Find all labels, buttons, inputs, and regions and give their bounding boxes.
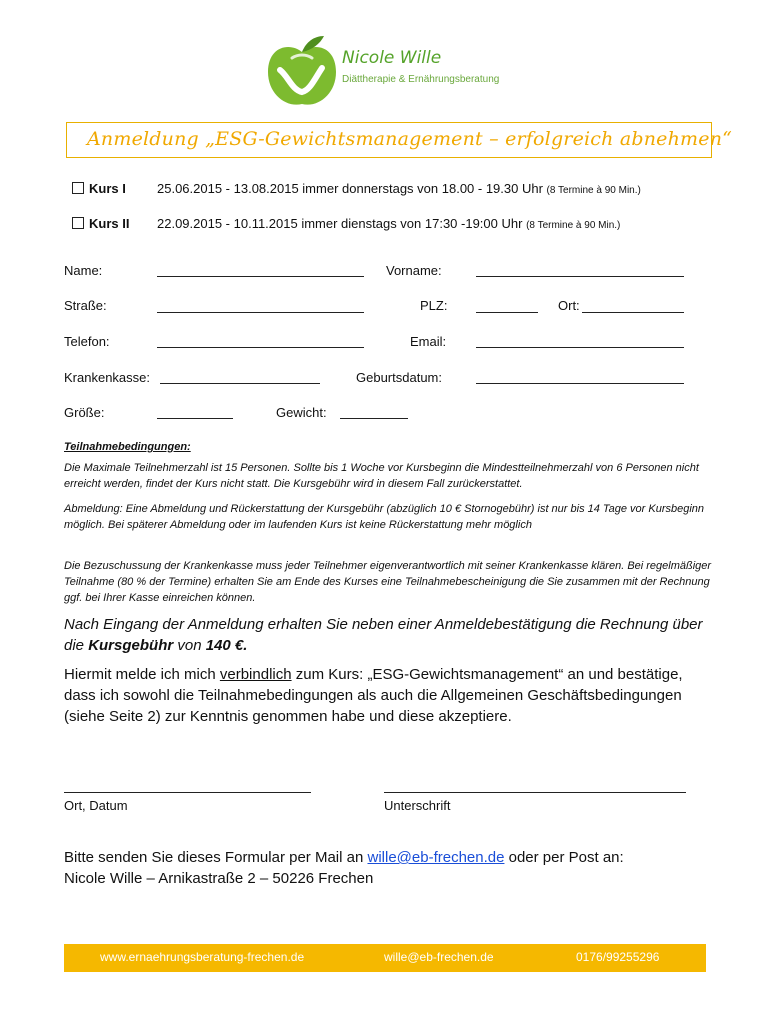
krankenkasse-label: Krankenkasse: [64,370,150,385]
strasse-field[interactable] [157,312,364,313]
postal-address: Nicole Wille – Arnikastraße 2 – 50226 Frechen [64,870,374,887]
invoice-notice [64,614,724,656]
checkbox-icon[interactable] [72,182,84,194]
email-link[interactable]: wille@eb-frechen.de [367,849,505,866]
ort-label: Ort: [558,298,580,313]
invoice-text: von [173,637,206,654]
footer-email[interactable]: wille@eb-frechen.de [384,950,494,964]
signature-field[interactable] [384,792,686,793]
send-instructions [64,847,714,868]
telefon-label: Telefon: [64,334,110,349]
groesse-label: Größe: [64,405,105,420]
course-note: (8 Termine à 90 Min.) [526,220,621,231]
footer-bar [64,944,706,972]
gewicht-label: Gewicht: [276,405,327,420]
course-option-1[interactable] [72,181,126,196]
course-option-2[interactable] [72,216,129,231]
course-label: Kurs I [89,181,126,196]
ort-field[interactable] [582,312,684,313]
declaration-text: zum Kurs: „ESG-Gewichtsmanagement“ an und bestätige, dass ich sowohl die Teilnahmebedingungen als auch die Allgemeinen Geschäftsbedingungen (siehe Seite 2) zur Kenntnis genommen habe und diese akzeptiere. [64,666,683,725]
email-label: Email: [410,334,447,349]
name-label: Name: [64,263,103,278]
ort-datum-label: Ort, Datum [64,798,128,813]
course-dates: 25.06.2015 - 13.08.2015 immer donnerstags von 18.00 - 19.30 Uhr [157,181,543,196]
geburtsdatum-field[interactable] [476,383,684,384]
strasse-label: Straße: [64,298,107,313]
krankenkasse-field[interactable] [160,383,320,384]
groesse-field[interactable] [157,418,233,419]
email-field[interactable] [476,347,684,348]
course-2-text [157,216,620,231]
conditions-paragraph-2: Abmeldung: Eine Abmeldung und Rückerstattung der Kursgebühr (abzüglich 10 € Stornogebühr) ist nur bis 14 Tage vor Kursbeginn möglich. Bei späterer Abmeldung oder im laufenden Kurs ist keine Rückerstattung mehr möglich [64,503,705,531]
course-note: (8 Termine à 90 Min.) [546,185,641,196]
conditions-paragraph-1: Die Maximale Teilnehmerzahl ist 15 Personen. Sollte bis 1 Woche vor Kursbeginn die Mindestteilnehmerzahl von 6 Personen nicht erreicht werden, findet der Kurs nicht statt. Die Kursgebühr wird in diesem Fall zurückerstattet. [64,462,699,490]
footer-phone: 0176/99255296 [576,950,660,964]
course-1-text [157,181,641,196]
send-text: oder per Post an: [504,849,624,866]
footer-website[interactable]: www.ernaehrungsberatung-frechen.de [100,950,305,964]
logo [262,32,502,112]
page-title: Anmeldung „ESG-Gewichtsmanagement – erfolgreich abnehmen“ [87,128,733,150]
send-text: Bitte senden Sie dieses Formular per Mail an [64,849,368,866]
vorname-label: Vorname: [386,263,442,278]
plz-label: PLZ: [420,298,448,313]
logo-name: Nicole Wille [342,48,442,68]
invoice-fee-label: Kursgebühr [88,637,174,654]
invoice-text: Nach Eingang der Anmeldung erhalten Sie neben einer Anmeldebestätigung die Rechnung über die [64,616,703,654]
signature-label: Unterschrift [384,798,451,813]
geburtsdatum-label: Geburtsdatum: [356,370,442,385]
declaration-text: Hiermit melde ich mich [64,666,220,683]
plz-field[interactable] [476,312,538,313]
course-dates: 22.09.2015 - 10.11.2015 immer dienstags von 17:30 -19:00 Uhr [157,216,523,231]
logo-subtitle: Diättherapie & Ernährungsberatung [342,74,500,85]
invoice-amount: 140 €. [205,637,248,654]
gewicht-field[interactable] [340,418,408,419]
declaration [64,664,714,727]
ort-datum-field[interactable] [64,792,311,793]
conditions-title: Teilnahmebedingungen: [64,441,191,453]
title-box [66,122,733,158]
apple-logo-icon [262,32,342,112]
course-label: Kurs II [89,216,130,231]
telefon-field[interactable] [157,347,364,348]
vorname-field[interactable] [476,276,684,277]
declaration-binding: verbindlich [219,666,292,683]
checkbox-icon[interactable] [72,217,84,229]
name-field[interactable] [157,276,364,277]
conditions-paragraph-3: Die Bezuschussung der Krankenkasse muss jeder Teilnehmer eigenverantwortlich mit seiner Krankenkasse klären. Bei regelmäßiger Teilnahme (80 % der Termine) erhalten Sie am Ende des Kurses eine Teilnahmebescheinigung die Sie zusammen mit der Rechnung ggf. bei Ihrer Kasse einreichen können. [64,560,712,604]
